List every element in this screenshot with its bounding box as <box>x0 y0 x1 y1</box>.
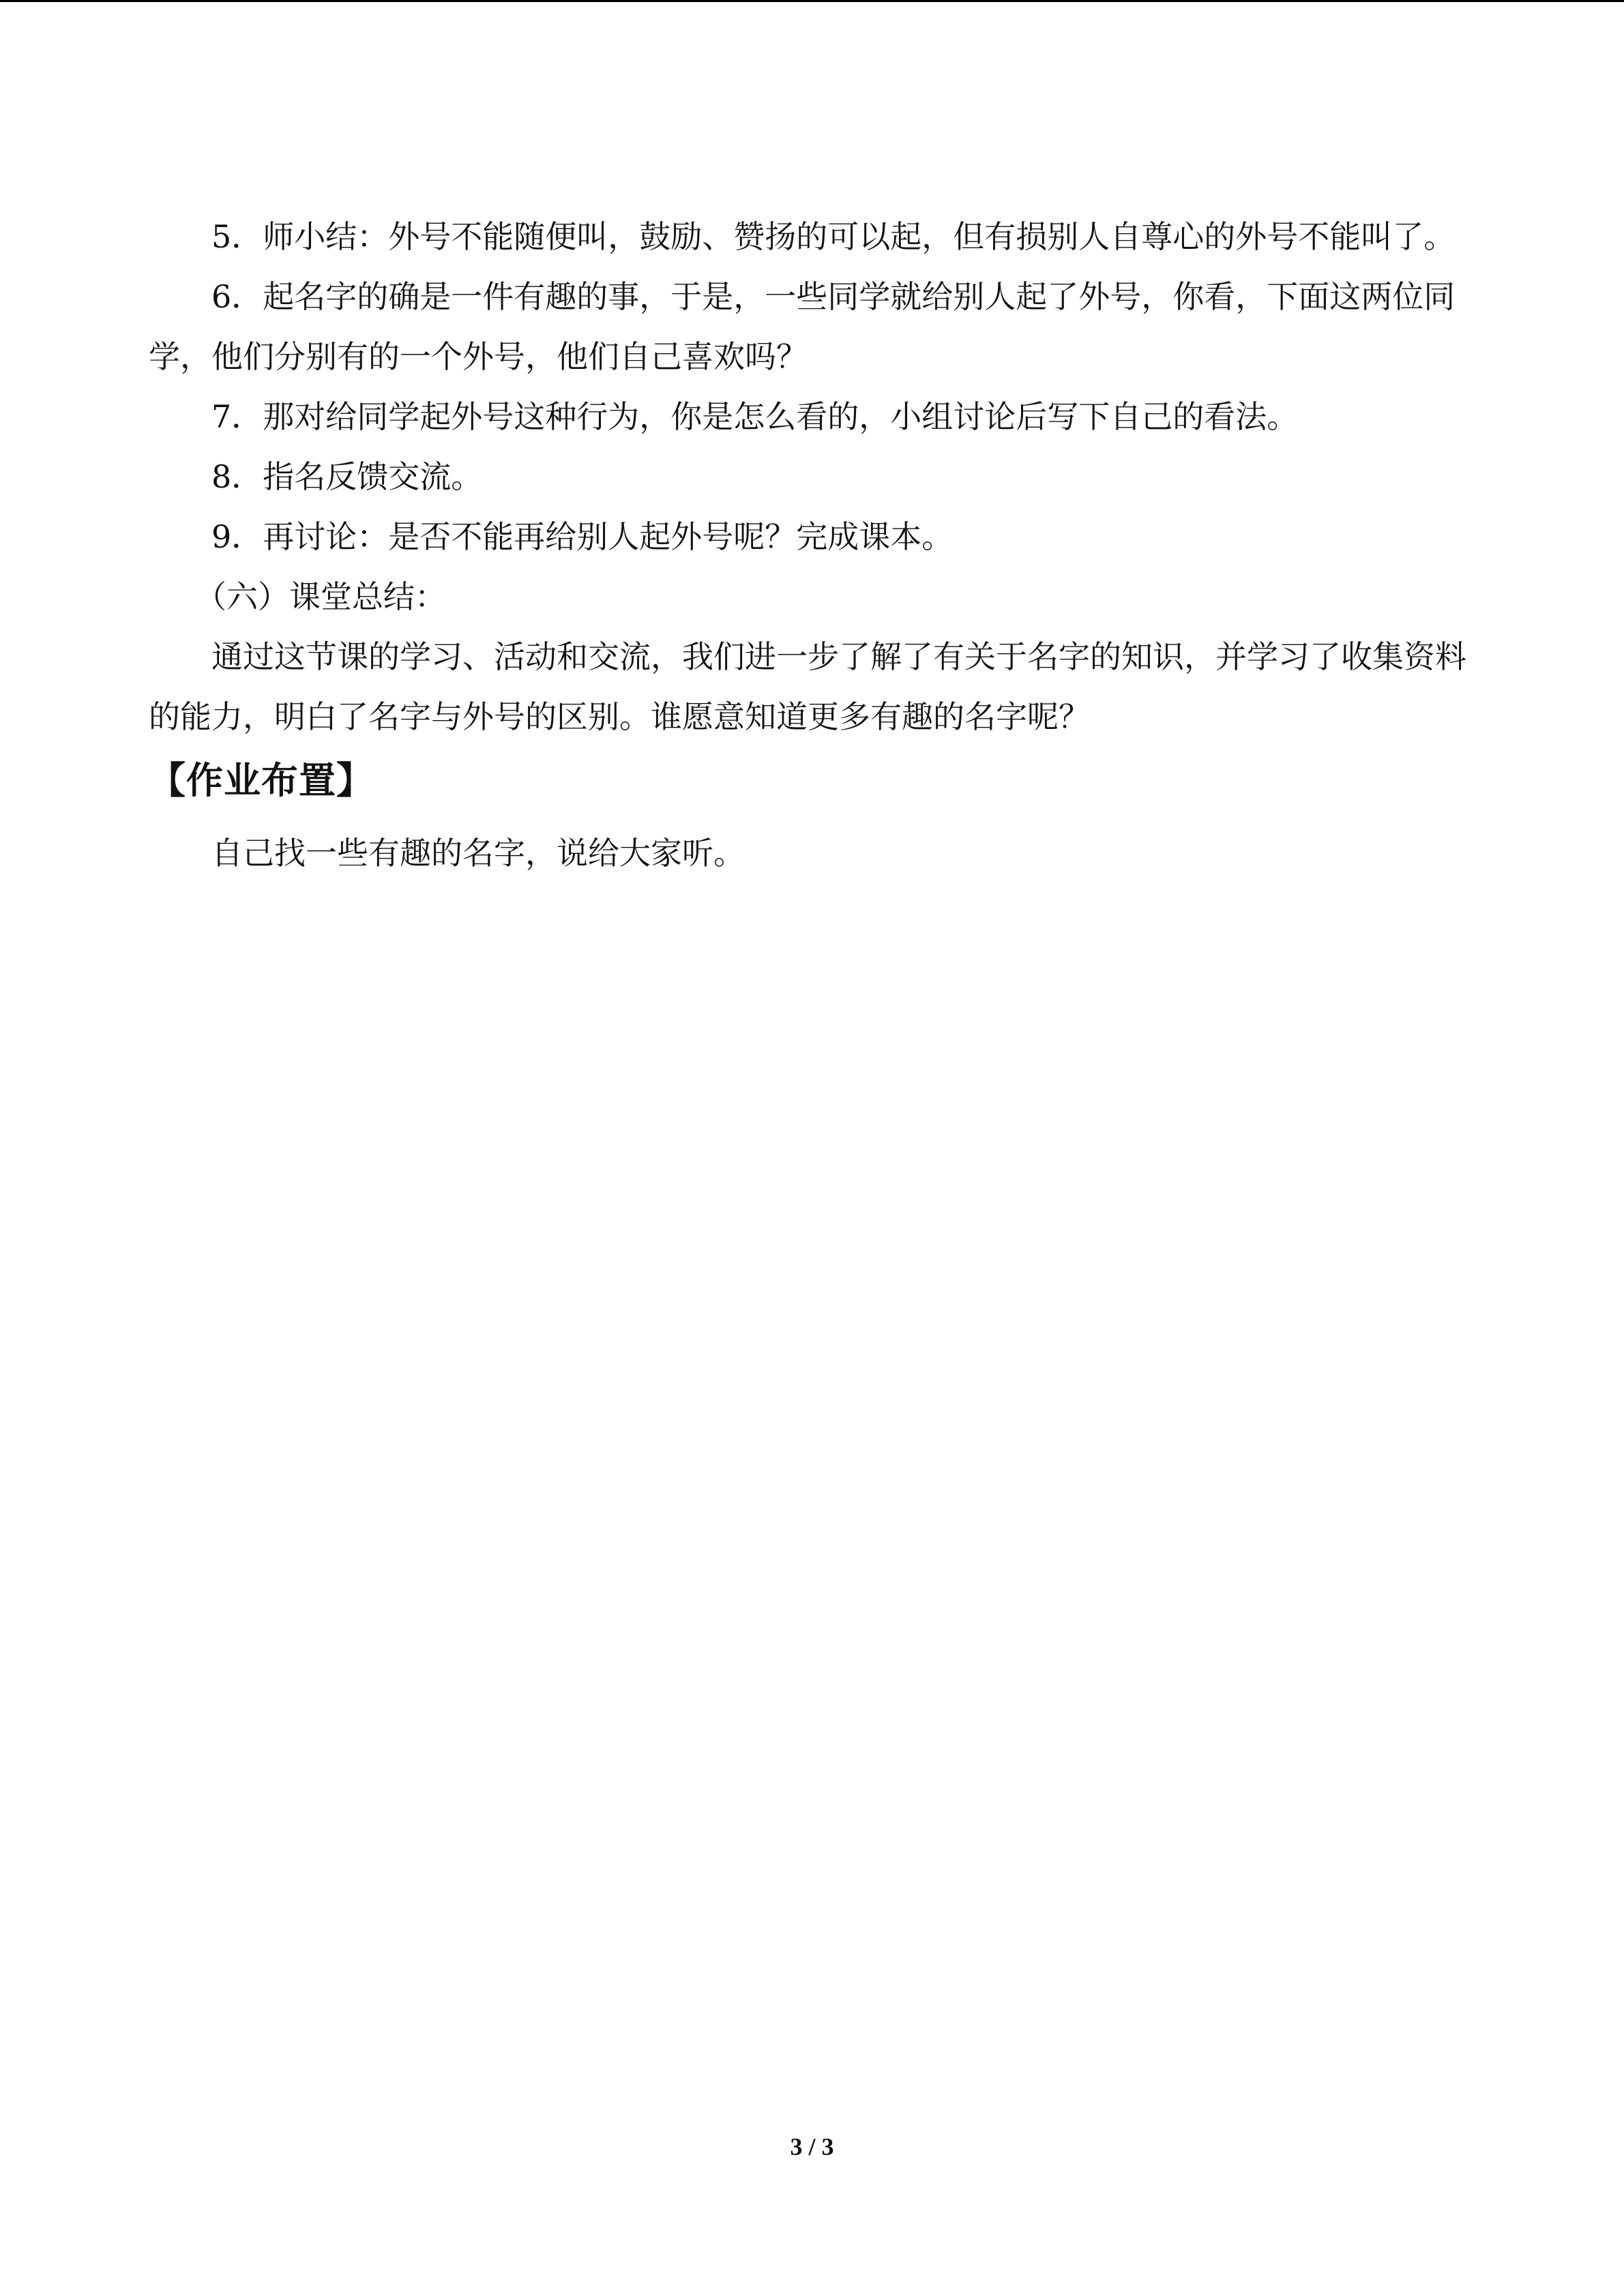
homework-heading: 【作业布置】 <box>149 759 374 802</box>
section-summary-title: （六）课堂总结： <box>195 578 446 615</box>
item-7: 7．那对给同学起外号这种行为，你是怎么看的，小组讨论后写下自己的看法。 <box>211 398 1299 435</box>
page-number: 3 / 3 <box>790 2133 834 2160</box>
homework-paragraph: 自己找一些有趣的名字，说给大家听。 <box>211 835 745 871</box>
document-body <box>149 207 1486 883</box>
item-5: 5．师小结：外号不能随便叫，鼓励、赞扬的可以起，但有损别人自尊心的外号不能叫了。 <box>211 218 1456 255</box>
summary-paragraph: 通过这节课的学习、活动和交流，我们进一步了解了有关于名字的知识，并学习了收集资料的能力，明白了名字与外号的区别。谁愿意知道更多有趣的名字呢？ <box>149 638 1466 735</box>
item-8: 8．指名反馈交流。 <box>211 458 483 495</box>
item-9: 9．再讨论：是否不能再给别人起外号呢？完成课本。 <box>211 518 954 555</box>
item-6: 6．起名字的确是一件有趣的事，于是，一些同学就给别人起了外号，你看，下面这两位同学，他们分别有的一个外号，他们自己喜欢吗？ <box>149 278 1456 375</box>
